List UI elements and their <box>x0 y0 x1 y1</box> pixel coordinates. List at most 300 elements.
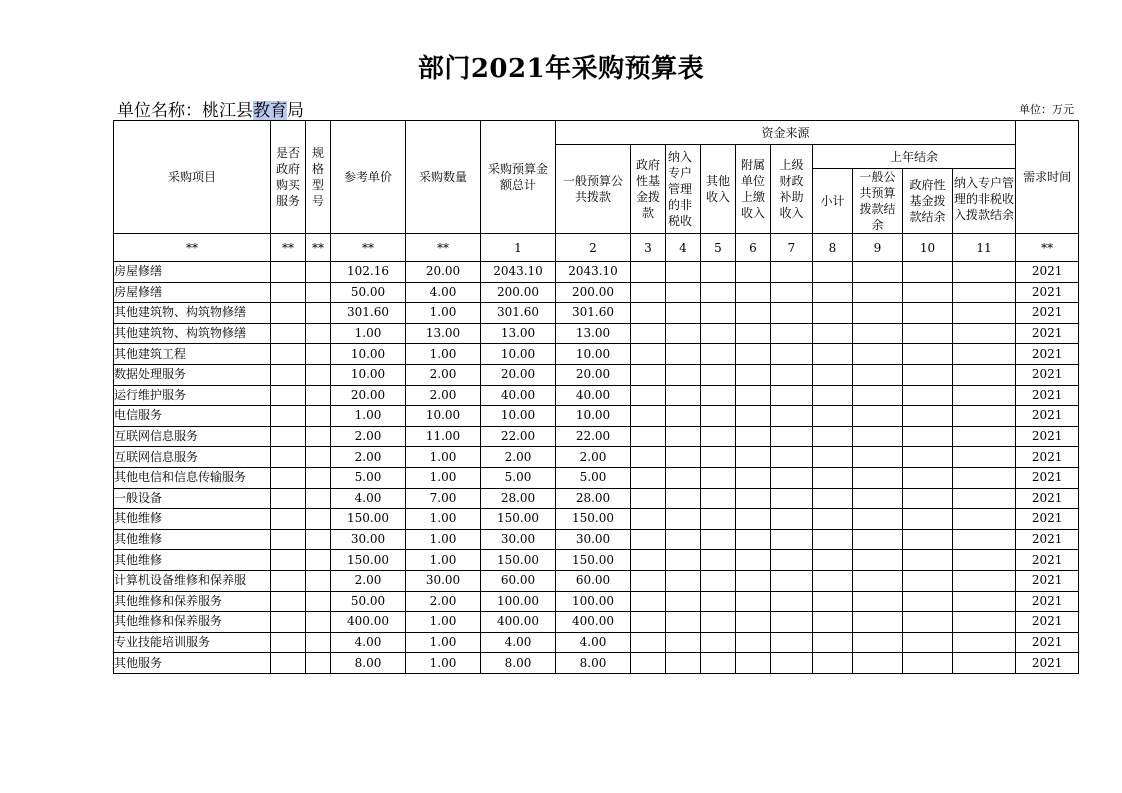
cell-general-budget[interactable]: 40.00 <box>556 385 631 406</box>
cell-ly-special[interactable] <box>953 426 1016 447</box>
cell-gov-fund[interactable] <box>631 323 666 344</box>
cell-gov-fund[interactable] <box>631 364 666 385</box>
cell-ly-general[interactable] <box>853 467 903 488</box>
cell-total[interactable]: 60.00 <box>481 570 556 591</box>
cell-time[interactable]: 2021 <box>1016 385 1079 406</box>
cell-other-income[interactable] <box>701 550 736 571</box>
cell-subtotal[interactable] <box>813 529 853 550</box>
cell-item-name[interactable]: 数据处理服务 <box>114 364 271 385</box>
cell-unit-price[interactable]: 1.00 <box>331 323 406 344</box>
cell-quantity[interactable]: 10.00 <box>406 406 481 427</box>
cell-special-account[interactable] <box>666 467 701 488</box>
cell-time[interactable]: 2021 <box>1016 570 1079 591</box>
cell-general-budget[interactable]: 28.00 <box>556 488 631 509</box>
cell-ly-general[interactable] <box>853 612 903 633</box>
cell-ly-general[interactable] <box>853 282 903 303</box>
cell-other-income[interactable] <box>701 467 736 488</box>
cell-ly-general[interactable] <box>853 262 903 283</box>
cell-ly-special[interactable] <box>953 385 1016 406</box>
cell-subtotal[interactable] <box>813 570 853 591</box>
cell-superior-subsidy[interactable] <box>771 364 813 385</box>
cell-quantity[interactable]: 1.00 <box>406 509 481 530</box>
cell-special-account[interactable] <box>666 612 701 633</box>
cell-quantity[interactable]: 7.00 <box>406 488 481 509</box>
cell-quantity[interactable]: 1.00 <box>406 612 481 633</box>
cell-general-budget[interactable]: 60.00 <box>556 570 631 591</box>
cell-special-account[interactable] <box>666 632 701 653</box>
cell-time[interactable]: 2021 <box>1016 447 1079 468</box>
cell-quantity[interactable]: 1.00 <box>406 529 481 550</box>
cell-affiliated-income[interactable] <box>736 426 771 447</box>
cell-spec[interactable] <box>306 426 331 447</box>
cell-gov-fund[interactable] <box>631 282 666 303</box>
cell-superior-subsidy[interactable] <box>771 488 813 509</box>
cell-item-name[interactable]: 其他维修和保养服务 <box>114 591 271 612</box>
cell-subtotal[interactable] <box>813 364 853 385</box>
cell-subtotal[interactable] <box>813 303 853 324</box>
cell-ly-fund[interactable] <box>903 632 953 653</box>
cell-time[interactable]: 2021 <box>1016 426 1079 447</box>
cell-total[interactable]: 200.00 <box>481 282 556 303</box>
cell-general-budget[interactable]: 13.00 <box>556 323 631 344</box>
cell-gov-service[interactable] <box>271 591 306 612</box>
cell-other-income[interactable] <box>701 447 736 468</box>
cell-special-account[interactable] <box>666 426 701 447</box>
cell-time[interactable]: 2021 <box>1016 488 1079 509</box>
cell-general-budget[interactable]: 200.00 <box>556 282 631 303</box>
cell-time[interactable]: 2021 <box>1016 262 1079 283</box>
cell-other-income[interactable] <box>701 529 736 550</box>
cell-special-account[interactable] <box>666 653 701 674</box>
cell-ly-fund[interactable] <box>903 488 953 509</box>
cell-time[interactable]: 2021 <box>1016 632 1079 653</box>
cell-ly-general[interactable] <box>853 632 903 653</box>
cell-other-income[interactable] <box>701 385 736 406</box>
cell-gov-fund[interactable] <box>631 385 666 406</box>
cell-quantity[interactable]: 1.00 <box>406 632 481 653</box>
cell-item-name[interactable]: 运行维护服务 <box>114 385 271 406</box>
cell-special-account[interactable] <box>666 570 701 591</box>
cell-superior-subsidy[interactable] <box>771 509 813 530</box>
cell-ly-special[interactable] <box>953 467 1016 488</box>
cell-unit-price[interactable]: 30.00 <box>331 529 406 550</box>
cell-general-budget[interactable]: 4.00 <box>556 632 631 653</box>
table-row[interactable] <box>114 632 1079 653</box>
cell-ly-general[interactable] <box>853 447 903 468</box>
cell-gov-service[interactable] <box>271 570 306 591</box>
cell-time[interactable]: 2021 <box>1016 364 1079 385</box>
cell-other-income[interactable] <box>701 612 736 633</box>
cell-special-account[interactable] <box>666 364 701 385</box>
cell-gov-fund[interactable] <box>631 406 666 427</box>
cell-item-name[interactable]: 其他服务 <box>114 653 271 674</box>
cell-affiliated-income[interactable] <box>736 653 771 674</box>
cell-gov-service[interactable] <box>271 529 306 550</box>
cell-special-account[interactable] <box>666 550 701 571</box>
cell-time[interactable]: 2021 <box>1016 591 1079 612</box>
cell-affiliated-income[interactable] <box>736 570 771 591</box>
cell-quantity[interactable]: 1.00 <box>406 653 481 674</box>
cell-quantity[interactable]: 2.00 <box>406 385 481 406</box>
cell-gov-service[interactable] <box>271 344 306 365</box>
cell-gov-service[interactable] <box>271 426 306 447</box>
unit-name-selected-text[interactable]: 教育 <box>253 101 287 121</box>
cell-gov-fund[interactable] <box>631 612 666 633</box>
cell-unit-price[interactable]: 50.00 <box>331 591 406 612</box>
cell-total[interactable]: 400.00 <box>481 612 556 633</box>
cell-special-account[interactable] <box>666 591 701 612</box>
cell-superior-subsidy[interactable] <box>771 385 813 406</box>
cell-ly-special[interactable] <box>953 653 1016 674</box>
cell-ly-fund[interactable] <box>903 262 953 283</box>
cell-spec[interactable] <box>306 570 331 591</box>
cell-gov-fund[interactable] <box>631 426 666 447</box>
table-row[interactable] <box>114 303 1079 324</box>
cell-subtotal[interactable] <box>813 550 853 571</box>
cell-subtotal[interactable] <box>813 447 853 468</box>
cell-gov-fund[interactable] <box>631 550 666 571</box>
cell-general-budget[interactable]: 10.00 <box>556 344 631 365</box>
cell-general-budget[interactable]: 10.00 <box>556 406 631 427</box>
cell-ly-general[interactable] <box>853 509 903 530</box>
cell-subtotal[interactable] <box>813 632 853 653</box>
cell-unit-price[interactable]: 10.00 <box>331 344 406 365</box>
cell-gov-fund[interactable] <box>631 570 666 591</box>
cell-general-budget[interactable]: 301.60 <box>556 303 631 324</box>
cell-general-budget[interactable]: 20.00 <box>556 364 631 385</box>
cell-total[interactable]: 2043.10 <box>481 262 556 283</box>
cell-item-name[interactable]: 其他建筑物、构筑物修缮 <box>114 303 271 324</box>
cell-affiliated-income[interactable] <box>736 612 771 633</box>
cell-item-name[interactable]: 一般设备 <box>114 488 271 509</box>
cell-ly-fund[interactable] <box>903 550 953 571</box>
cell-superior-subsidy[interactable] <box>771 570 813 591</box>
cell-general-budget[interactable]: 100.00 <box>556 591 631 612</box>
cell-superior-subsidy[interactable] <box>771 467 813 488</box>
cell-unit-price[interactable]: 2.00 <box>331 426 406 447</box>
cell-ly-special[interactable] <box>953 529 1016 550</box>
cell-general-budget[interactable]: 8.00 <box>556 653 631 674</box>
cell-ly-special[interactable] <box>953 550 1016 571</box>
cell-other-income[interactable] <box>701 323 736 344</box>
cell-gov-fund[interactable] <box>631 653 666 674</box>
cell-time[interactable]: 2021 <box>1016 282 1079 303</box>
table-row[interactable] <box>114 529 1079 550</box>
cell-ly-fund[interactable] <box>903 385 953 406</box>
cell-other-income[interactable] <box>701 282 736 303</box>
cell-ly-special[interactable] <box>953 447 1016 468</box>
cell-affiliated-income[interactable] <box>736 632 771 653</box>
cell-spec[interactable] <box>306 509 331 530</box>
cell-other-income[interactable] <box>701 632 736 653</box>
cell-ly-special[interactable] <box>953 488 1016 509</box>
cell-quantity[interactable]: 1.00 <box>406 550 481 571</box>
table-row[interactable] <box>114 488 1079 509</box>
cell-superior-subsidy[interactable] <box>771 591 813 612</box>
cell-quantity[interactable]: 13.00 <box>406 323 481 344</box>
cell-affiliated-income[interactable] <box>736 488 771 509</box>
cell-ly-fund[interactable] <box>903 570 953 591</box>
cell-ly-special[interactable] <box>953 303 1016 324</box>
cell-total[interactable]: 10.00 <box>481 406 556 427</box>
table-row[interactable] <box>114 406 1079 427</box>
table-row[interactable] <box>114 282 1079 303</box>
cell-ly-fund[interactable] <box>903 303 953 324</box>
cell-spec[interactable] <box>306 364 331 385</box>
cell-unit-price[interactable]: 20.00 <box>331 385 406 406</box>
cell-spec[interactable] <box>306 488 331 509</box>
cell-gov-fund[interactable] <box>631 509 666 530</box>
cell-time[interactable]: 2021 <box>1016 509 1079 530</box>
cell-ly-special[interactable] <box>953 364 1016 385</box>
cell-item-name[interactable]: 计算机设备维修和保养服 <box>114 570 271 591</box>
cell-superior-subsidy[interactable] <box>771 406 813 427</box>
cell-spec[interactable] <box>306 447 331 468</box>
cell-other-income[interactable] <box>701 364 736 385</box>
cell-time[interactable]: 2021 <box>1016 529 1079 550</box>
cell-ly-fund[interactable] <box>903 612 953 633</box>
cell-quantity[interactable]: 4.00 <box>406 282 481 303</box>
cell-spec[interactable] <box>306 344 331 365</box>
cell-other-income[interactable] <box>701 509 736 530</box>
table-row[interactable] <box>114 364 1079 385</box>
table-row[interactable] <box>114 262 1079 283</box>
table-row[interactable] <box>114 591 1079 612</box>
cell-superior-subsidy[interactable] <box>771 282 813 303</box>
cell-other-income[interactable] <box>701 591 736 612</box>
cell-special-account[interactable] <box>666 509 701 530</box>
cell-special-account[interactable] <box>666 488 701 509</box>
table-row[interactable] <box>114 323 1079 344</box>
cell-item-name[interactable]: 其他建筑工程 <box>114 344 271 365</box>
table-row[interactable] <box>114 447 1079 468</box>
cell-gov-fund[interactable] <box>631 447 666 468</box>
cell-total[interactable]: 40.00 <box>481 385 556 406</box>
cell-spec[interactable] <box>306 467 331 488</box>
cell-special-account[interactable] <box>666 406 701 427</box>
cell-gov-service[interactable] <box>271 364 306 385</box>
cell-ly-special[interactable] <box>953 570 1016 591</box>
cell-subtotal[interactable] <box>813 406 853 427</box>
cell-affiliated-income[interactable] <box>736 467 771 488</box>
cell-gov-service[interactable] <box>271 467 306 488</box>
cell-total[interactable]: 10.00 <box>481 344 556 365</box>
cell-subtotal[interactable] <box>813 591 853 612</box>
cell-item-name[interactable]: 房屋修缮 <box>114 262 271 283</box>
cell-ly-fund[interactable] <box>903 344 953 365</box>
table-row[interactable] <box>114 550 1079 571</box>
cell-spec[interactable] <box>306 303 331 324</box>
cell-spec[interactable] <box>306 612 331 633</box>
cell-subtotal[interactable] <box>813 612 853 633</box>
cell-general-budget[interactable]: 5.00 <box>556 467 631 488</box>
cell-ly-fund[interactable] <box>903 509 953 530</box>
cell-item-name[interactable]: 其他建筑物、构筑物修缮 <box>114 323 271 344</box>
cell-other-income[interactable] <box>701 570 736 591</box>
cell-spec[interactable] <box>306 632 331 653</box>
table-row[interactable] <box>114 570 1079 591</box>
cell-affiliated-income[interactable] <box>736 406 771 427</box>
cell-affiliated-income[interactable] <box>736 385 771 406</box>
cell-quantity[interactable]: 11.00 <box>406 426 481 447</box>
cell-superior-subsidy[interactable] <box>771 323 813 344</box>
cell-item-name[interactable]: 电信服务 <box>114 406 271 427</box>
cell-ly-special[interactable] <box>953 282 1016 303</box>
cell-other-income[interactable] <box>701 488 736 509</box>
cell-ly-general[interactable] <box>853 570 903 591</box>
cell-unit-price[interactable]: 1.00 <box>331 406 406 427</box>
cell-ly-fund[interactable] <box>903 426 953 447</box>
cell-gov-fund[interactable] <box>631 344 666 365</box>
cell-general-budget[interactable]: 400.00 <box>556 612 631 633</box>
cell-ly-fund[interactable] <box>903 406 953 427</box>
cell-ly-fund[interactable] <box>903 364 953 385</box>
cell-ly-general[interactable] <box>853 591 903 612</box>
cell-spec[interactable] <box>306 385 331 406</box>
cell-affiliated-income[interactable] <box>736 303 771 324</box>
cell-affiliated-income[interactable] <box>736 509 771 530</box>
cell-other-income[interactable] <box>701 653 736 674</box>
cell-ly-general[interactable] <box>853 303 903 324</box>
cell-subtotal[interactable] <box>813 282 853 303</box>
cell-gov-service[interactable] <box>271 262 306 283</box>
cell-special-account[interactable] <box>666 344 701 365</box>
cell-unit-price[interactable]: 5.00 <box>331 467 406 488</box>
cell-affiliated-income[interactable] <box>736 262 771 283</box>
cell-special-account[interactable] <box>666 282 701 303</box>
cell-gov-fund[interactable] <box>631 632 666 653</box>
table-row[interactable] <box>114 612 1079 633</box>
cell-affiliated-income[interactable] <box>736 323 771 344</box>
cell-affiliated-income[interactable] <box>736 344 771 365</box>
cell-unit-price[interactable]: 102.16 <box>331 262 406 283</box>
cell-subtotal[interactable] <box>813 344 853 365</box>
cell-subtotal[interactable] <box>813 467 853 488</box>
cell-gov-fund[interactable] <box>631 488 666 509</box>
cell-other-income[interactable] <box>701 426 736 447</box>
cell-ly-general[interactable] <box>853 323 903 344</box>
cell-ly-special[interactable] <box>953 591 1016 612</box>
cell-affiliated-income[interactable] <box>736 447 771 468</box>
cell-superior-subsidy[interactable] <box>771 550 813 571</box>
cell-superior-subsidy[interactable] <box>771 612 813 633</box>
cell-ly-special[interactable] <box>953 323 1016 344</box>
cell-superior-subsidy[interactable] <box>771 303 813 324</box>
cell-gov-service[interactable] <box>271 282 306 303</box>
cell-other-income[interactable] <box>701 303 736 324</box>
cell-item-name[interactable]: 专业技能培训服务 <box>114 632 271 653</box>
cell-quantity[interactable]: 30.00 <box>406 570 481 591</box>
cell-item-name[interactable]: 房屋修缮 <box>114 282 271 303</box>
cell-unit-price[interactable]: 4.00 <box>331 488 406 509</box>
cell-special-account[interactable] <box>666 529 701 550</box>
cell-superior-subsidy[interactable] <box>771 447 813 468</box>
cell-unit-price[interactable]: 150.00 <box>331 550 406 571</box>
cell-item-name[interactable]: 其他电信和信息传输服务 <box>114 467 271 488</box>
cell-gov-service[interactable] <box>271 653 306 674</box>
cell-ly-general[interactable] <box>853 529 903 550</box>
table-row[interactable] <box>114 344 1079 365</box>
cell-gov-service[interactable] <box>271 447 306 468</box>
cell-quantity[interactable]: 1.00 <box>406 344 481 365</box>
cell-affiliated-income[interactable] <box>736 364 771 385</box>
cell-superior-subsidy[interactable] <box>771 262 813 283</box>
cell-total[interactable]: 2.00 <box>481 447 556 468</box>
table-row[interactable] <box>114 385 1079 406</box>
cell-ly-special[interactable] <box>953 262 1016 283</box>
cell-quantity[interactable]: 20.00 <box>406 262 481 283</box>
cell-superior-subsidy[interactable] <box>771 653 813 674</box>
cell-spec[interactable] <box>306 550 331 571</box>
cell-general-budget[interactable]: 150.00 <box>556 509 631 530</box>
cell-total[interactable]: 13.00 <box>481 323 556 344</box>
cell-time[interactable]: 2021 <box>1016 550 1079 571</box>
cell-ly-general[interactable] <box>853 653 903 674</box>
cell-spec[interactable] <box>306 653 331 674</box>
cell-quantity[interactable]: 1.00 <box>406 447 481 468</box>
cell-time[interactable]: 2021 <box>1016 653 1079 674</box>
table-row[interactable] <box>114 426 1079 447</box>
cell-ly-fund[interactable] <box>903 467 953 488</box>
cell-quantity[interactable]: 1.00 <box>406 303 481 324</box>
cell-total[interactable]: 22.00 <box>481 426 556 447</box>
cell-total[interactable]: 20.00 <box>481 364 556 385</box>
cell-item-name[interactable]: 其他维修和保养服务 <box>114 612 271 633</box>
cell-other-income[interactable] <box>701 262 736 283</box>
cell-time[interactable]: 2021 <box>1016 612 1079 633</box>
cell-gov-service[interactable] <box>271 303 306 324</box>
cell-affiliated-income[interactable] <box>736 282 771 303</box>
cell-gov-fund[interactable] <box>631 262 666 283</box>
cell-ly-special[interactable] <box>953 406 1016 427</box>
cell-item-name[interactable]: 互联网信息服务 <box>114 426 271 447</box>
cell-ly-general[interactable] <box>853 550 903 571</box>
cell-unit-price[interactable]: 4.00 <box>331 632 406 653</box>
cell-ly-general[interactable] <box>853 344 903 365</box>
cell-item-name[interactable]: 其他维修 <box>114 529 271 550</box>
cell-general-budget[interactable]: 30.00 <box>556 529 631 550</box>
cell-spec[interactable] <box>306 282 331 303</box>
cell-special-account[interactable] <box>666 447 701 468</box>
cell-item-name[interactable]: 其他维修 <box>114 550 271 571</box>
table-row[interactable] <box>114 467 1079 488</box>
cell-ly-fund[interactable] <box>903 447 953 468</box>
cell-gov-service[interactable] <box>271 550 306 571</box>
cell-gov-fund[interactable] <box>631 303 666 324</box>
cell-total[interactable]: 5.00 <box>481 467 556 488</box>
cell-special-account[interactable] <box>666 303 701 324</box>
cell-other-income[interactable] <box>701 344 736 365</box>
cell-affiliated-income[interactable] <box>736 529 771 550</box>
cell-total[interactable]: 4.00 <box>481 632 556 653</box>
cell-gov-fund[interactable] <box>631 467 666 488</box>
cell-general-budget[interactable]: 2.00 <box>556 447 631 468</box>
cell-spec[interactable] <box>306 529 331 550</box>
cell-unit-price[interactable]: 150.00 <box>331 509 406 530</box>
cell-time[interactable]: 2021 <box>1016 467 1079 488</box>
cell-unit-price[interactable]: 50.00 <box>331 282 406 303</box>
cell-subtotal[interactable] <box>813 653 853 674</box>
cell-gov-service[interactable] <box>271 612 306 633</box>
cell-general-budget[interactable]: 2043.10 <box>556 262 631 283</box>
cell-unit-price[interactable]: 2.00 <box>331 570 406 591</box>
cell-general-budget[interactable]: 150.00 <box>556 550 631 571</box>
cell-total[interactable]: 28.00 <box>481 488 556 509</box>
cell-superior-subsidy[interactable] <box>771 426 813 447</box>
cell-item-name[interactable]: 互联网信息服务 <box>114 447 271 468</box>
cell-gov-fund[interactable] <box>631 529 666 550</box>
cell-ly-general[interactable] <box>853 406 903 427</box>
